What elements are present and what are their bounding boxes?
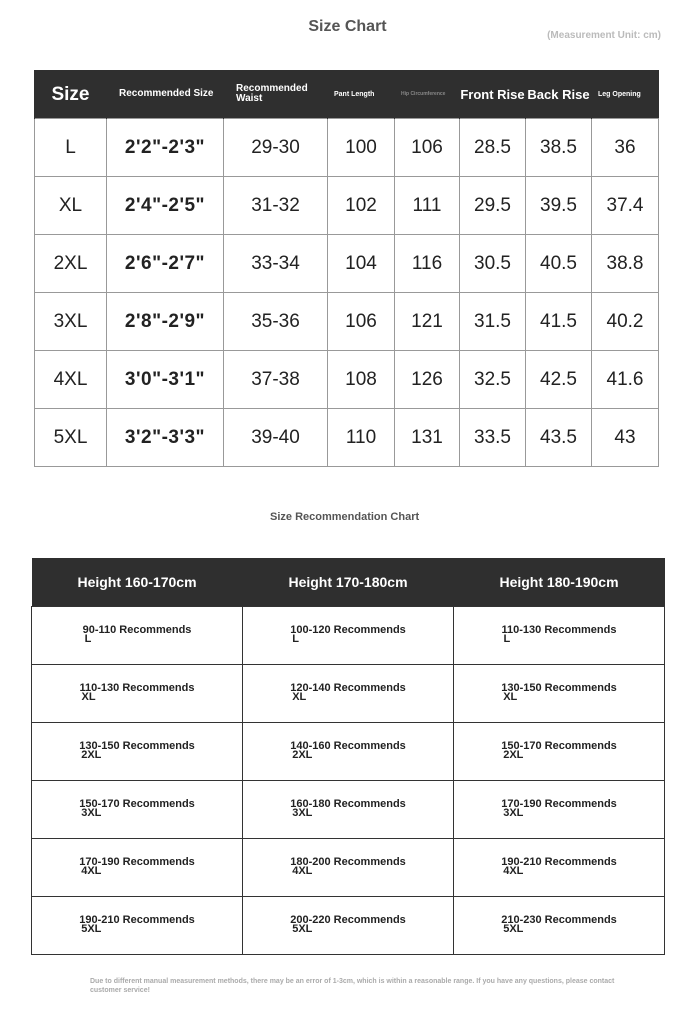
header-leg-opening: Leg Opening <box>592 70 659 119</box>
recommendation-cell <box>32 897 243 955</box>
back-rise-cell: 39.5 <box>526 177 592 235</box>
recommendation-entry <box>79 916 195 934</box>
recommendation-cell <box>32 723 243 781</box>
header-recommended-waist: Recommended Waist <box>224 70 328 119</box>
leg-opening-cell: 36 <box>592 119 659 177</box>
size-cell: 4XL <box>35 351 107 409</box>
weight-range-text: 160-180 Recommends <box>290 798 406 810</box>
recommended-size-cell: 3'0"-3'1" <box>107 351 224 409</box>
front-rise-cell: 29.5 <box>460 177 526 235</box>
recommendation-cell <box>243 781 454 839</box>
recommended-size-text: L <box>292 633 299 645</box>
pant-length-cell: 108 <box>328 351 395 409</box>
recommended-waist-cell: 39-40 <box>224 409 328 467</box>
recommended-size-text: 5XL <box>292 923 313 935</box>
recommended-size-text: 5XL <box>81 923 102 935</box>
recommendation-row <box>32 607 665 665</box>
weight-range-text: 190-210 Recommends <box>79 914 195 926</box>
size-chart-row <box>35 293 659 351</box>
recommendation-entry <box>501 858 617 876</box>
hip-circumference-cell: 126 <box>395 351 460 409</box>
recommended-size-text: 4XL <box>503 865 524 877</box>
back-rise-cell: 40.5 <box>526 235 592 293</box>
recommended-waist-cell: 35-36 <box>224 293 328 351</box>
recommendation-entry <box>290 742 406 760</box>
pant-length-cell: 102 <box>328 177 395 235</box>
recommendation-row <box>32 897 665 955</box>
recommended-size-cell: 2'4"-2'5" <box>107 177 224 235</box>
header-height-180-190: Height 180-190cm <box>454 558 665 607</box>
recommendation-entry <box>290 916 406 934</box>
weight-range-text: 140-160 Recommends <box>290 740 406 752</box>
weight-range-text: 200-220 Recommends <box>290 914 406 926</box>
header-hip-circumference: Hip Circumference <box>395 70 460 119</box>
recommendation-row <box>32 839 665 897</box>
weight-range-text: 190-210 Recommends <box>501 856 617 868</box>
recommended-size-text: 2XL <box>81 749 102 761</box>
recommended-size-cell: 2'6"-2'7" <box>107 235 224 293</box>
leg-opening-cell: 38.8 <box>592 235 659 293</box>
recommendation-cell <box>454 665 665 723</box>
recommendation-cell <box>32 665 243 723</box>
recommended-size-cell: 2'2"-2'3" <box>107 119 224 177</box>
weight-range-text: 100-120 Recommends <box>290 624 406 636</box>
pant-length-cell: 100 <box>328 119 395 177</box>
weight-range-text: 170-190 Recommends <box>501 798 617 810</box>
size-cell: 2XL <box>35 235 107 293</box>
recommendation-cell <box>243 607 454 665</box>
recommended-size-text: L <box>84 633 92 645</box>
leg-opening-cell: 37.4 <box>592 177 659 235</box>
header-front-rise: Front Rise <box>460 70 526 119</box>
weight-range-text: 110-130 Recommends <box>501 624 617 636</box>
size-cell: 3XL <box>35 293 107 351</box>
recommended-waist-cell: 33-34 <box>224 235 328 293</box>
hip-circumference-cell: 106 <box>395 119 460 177</box>
recommendation-cell <box>243 723 454 781</box>
recommendation-cell <box>454 607 665 665</box>
recommendation-header-row <box>32 558 665 607</box>
recommendation-entry <box>79 858 195 876</box>
recommendation-title: Size Recommendation Chart <box>270 511 420 523</box>
recommended-size-text: 3XL <box>81 807 102 819</box>
back-rise-cell: 41.5 <box>526 293 592 351</box>
recommendation-entry <box>290 626 406 644</box>
weight-range-text: 120-140 Recommends <box>290 682 406 694</box>
recommended-size-text: 3XL <box>292 807 313 819</box>
recommendation-cell <box>454 839 665 897</box>
recommendation-cell <box>243 897 454 955</box>
header-back-rise: Back Rise <box>526 70 592 119</box>
back-rise-cell: 42.5 <box>526 351 592 409</box>
hip-circumference-cell: 111 <box>395 177 460 235</box>
recommendation-cell <box>454 897 665 955</box>
size-chart-row <box>35 177 659 235</box>
recommendation-entry <box>79 800 195 818</box>
recommendation-cell <box>243 665 454 723</box>
recommendation-row <box>32 723 665 781</box>
recommended-size-text: 3XL <box>503 807 524 819</box>
weight-range-text: 170-190 Recommends <box>79 856 195 868</box>
weight-range-text: 150-170 Recommends <box>79 798 195 810</box>
recommendation-entry <box>80 684 195 702</box>
recommendation-row <box>32 665 665 723</box>
size-chart-header-row <box>35 70 659 119</box>
recommended-waist-cell: 29-30 <box>224 119 328 177</box>
recommended-size-text: XL <box>81 691 96 703</box>
front-rise-cell: 32.5 <box>460 351 526 409</box>
recommendation-cell <box>32 839 243 897</box>
header-height-160-170: Height 160-170cm <box>32 558 243 607</box>
weight-range-text: 180-200 Recommends <box>290 856 406 868</box>
recommendation-entry <box>501 684 617 702</box>
recommended-size-text: 2XL <box>503 749 524 761</box>
recommendation-entry <box>290 858 406 876</box>
recommended-size-cell: 2'8"-2'9" <box>107 293 224 351</box>
recommendation-entry <box>290 800 406 818</box>
pant-length-cell: 110 <box>328 409 395 467</box>
recommendation-cell <box>454 723 665 781</box>
front-rise-cell: 28.5 <box>460 119 526 177</box>
recommendation-cell <box>32 781 243 839</box>
weight-range-text: 130-150 Recommends <box>79 740 195 752</box>
weight-range-text: 130-150 Recommends <box>501 682 617 694</box>
leg-opening-cell: 43 <box>592 409 659 467</box>
back-rise-cell: 43.5 <box>526 409 592 467</box>
recommendation-cell <box>454 781 665 839</box>
front-rise-cell: 33.5 <box>460 409 526 467</box>
recommendation-row <box>32 781 665 839</box>
size-chart-table <box>34 70 659 467</box>
size-chart-row <box>35 119 659 177</box>
recommended-size-text: XL <box>503 691 518 703</box>
size-chart-row <box>35 235 659 293</box>
recommendation-entry <box>501 916 617 934</box>
front-rise-cell: 31.5 <box>460 293 526 351</box>
size-chart-row <box>35 351 659 409</box>
header-size: Size <box>35 70 107 119</box>
measurement-unit-note: (Measurement Unit: cm) <box>547 30 661 41</box>
recommended-size-text: 2XL <box>292 749 313 761</box>
size-cell: XL <box>35 177 107 235</box>
hip-circumference-cell: 121 <box>395 293 460 351</box>
recommendation-entry <box>79 742 195 760</box>
header-pant-length: Pant Length <box>328 70 395 119</box>
recommended-size-text: L <box>503 633 511 645</box>
size-cell: 5XL <box>35 409 107 467</box>
recommendation-cell <box>243 839 454 897</box>
pant-length-cell: 104 <box>328 235 395 293</box>
recommended-size-text: 4XL <box>81 865 102 877</box>
recommended-size-text: 4XL <box>292 865 313 877</box>
recommendation-entry <box>501 800 617 818</box>
weight-range-text: 150-170 Recommends <box>501 740 617 752</box>
weight-range-text: 90-110 Recommends <box>82 624 192 636</box>
page-title: Size Chart <box>308 18 387 35</box>
size-cell: L <box>35 119 107 177</box>
recommended-size-text: XL <box>292 691 307 703</box>
recommendation-entry <box>290 684 406 702</box>
size-chart-row <box>35 409 659 467</box>
recommended-waist-cell: 37-38 <box>224 351 328 409</box>
size-recommendation-table <box>31 558 665 955</box>
recommended-waist-cell: 31-32 <box>224 177 328 235</box>
recommendation-entry <box>83 626 192 644</box>
recommendation-entry <box>501 742 617 760</box>
pant-length-cell: 106 <box>328 293 395 351</box>
leg-opening-cell: 41.6 <box>592 351 659 409</box>
recommended-size-cell: 3'2"-3'3" <box>107 409 224 467</box>
recommendation-cell <box>32 607 243 665</box>
leg-opening-cell: 40.2 <box>592 293 659 351</box>
weight-range-text: 110-130 Recommends <box>79 682 195 694</box>
hip-circumference-cell: 116 <box>395 235 460 293</box>
header-recommended-size: Recommended Size <box>107 70 224 119</box>
recommended-size-text: 5XL <box>503 923 524 935</box>
back-rise-cell: 38.5 <box>526 119 592 177</box>
front-rise-cell: 30.5 <box>460 235 526 293</box>
weight-range-text: 210-230 Recommends <box>501 914 617 926</box>
header-height-170-180: Height 170-180cm <box>243 558 454 607</box>
measurement-disclaimer: Due to different manual measurement methods, there may be an error of 1-3cm, which is within a reasonable range. If you have any questions, please contact customer service! <box>90 978 615 994</box>
hip-circumference-cell: 131 <box>395 409 460 467</box>
recommendation-entry <box>502 626 617 644</box>
